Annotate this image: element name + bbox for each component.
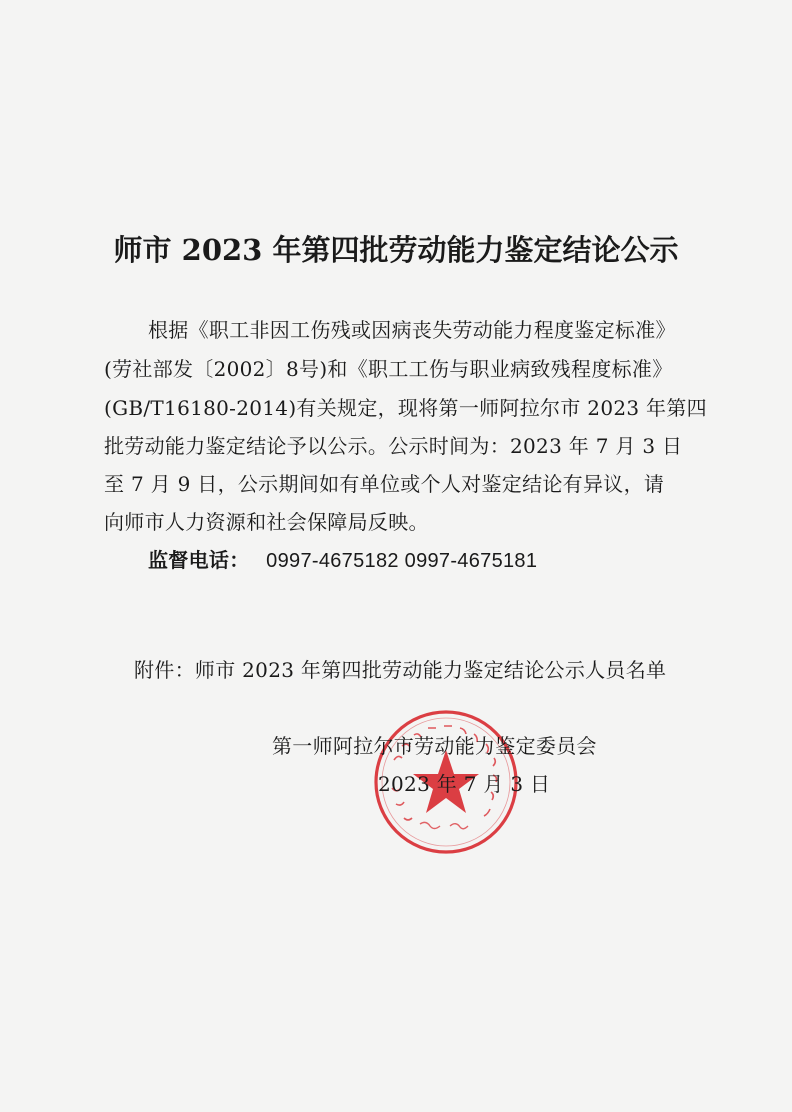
attachment-note: 附件：师市 2023 年第四批劳动能力鉴定结论公示人员名单 bbox=[134, 658, 667, 682]
body-line-3: (GB/T16180-2014)有关规定，现将第一师阿拉尔市 2023 年第四 bbox=[104, 396, 707, 420]
phone-label: 监督电话： bbox=[148, 548, 250, 572]
body-line-4: 批劳动能力鉴定结论予以公示。公示时间为：2023 年 7 月 3 日 bbox=[104, 434, 683, 458]
body-line-6: 向师市人力资源和社会保障局反映。 bbox=[104, 510, 429, 534]
body-line-1: 根据《职工非因工伤残或因病丧失劳动能力程度鉴定标准》 bbox=[148, 318, 676, 342]
phone-numbers: 0997-4675182 0997-4675181 bbox=[266, 550, 538, 572]
document-title: 师市 2023 年第四批劳动能力鉴定结论公示 bbox=[113, 233, 679, 267]
issuer-name: 第一师阿拉尔市劳动能力鉴定委员会 bbox=[272, 734, 597, 758]
body-line-5: 至 7 月 9 日，公示期间如有单位或个人对鉴定结论有异议，请 bbox=[104, 472, 665, 496]
issue-date: 2023 年 7 月 3 日 bbox=[378, 772, 551, 796]
body-line-2: (劳社部发〔2002〕8号)和《职工工伤与职业病致残程度标准》 bbox=[104, 357, 673, 381]
supervision-phone bbox=[148, 548, 537, 573]
